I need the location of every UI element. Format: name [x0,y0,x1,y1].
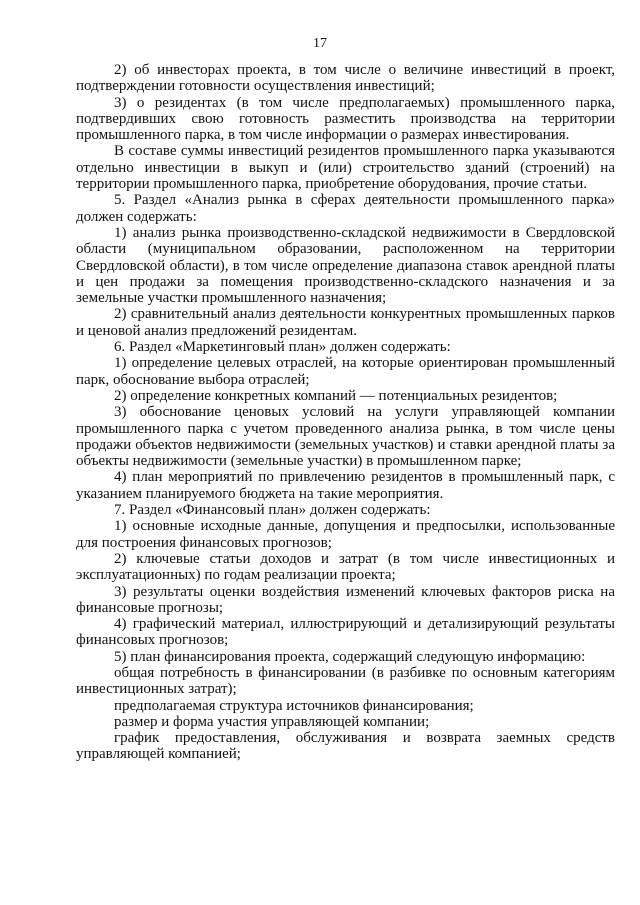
paragraph: общая потребность в финансировании (в разбивке по основным категориям инвестиционных затрат); [76,664,615,698]
document-body [76,62,615,763]
section-heading: 6. Раздел «Маркетинговый план» должен содержать: [114,339,451,356]
paragraph: 2) определение конкретных компаний — потенциальных резидентов; [114,387,558,404]
paragraph: 3) обоснование ценовых условий на услуги управляющей компании промышленного парка с учетом проведенного анализа рынка, в том числе цены продажи объектов недвижимости (земельных участков) и ставки арендной платы за объекты недвижимости (земельные участки) в промышленном парке; [76,404,615,470]
paragraph: 5) план финансирования проекта, содержащий следующую информацию: [114,648,586,665]
section-heading: 7. Раздел «Финансовый план» должен содержать: [114,502,431,519]
paragraph: 4) графический материал, иллюстрирующий и детализирующий результаты финансовых прогнозов; [76,616,615,649]
paragraph: 2) сравнительный анализ деятельности конкурентных промышленных парков и ценовой анализ предложений резидентам. [76,306,615,339]
paragraph: 2) ключевые статьи доходов и затрат (в том числе инвестиционных и эксплуатационных) по годам реализации проекта; [76,550,615,584]
paragraph: 3) о резидентах (в том числе предполагаемых) промышленного парка, подтвердивших свою готовность разместить производства на территории промышленного парка, в том числе информации о размерах инвестирования. [76,94,615,144]
paragraph: 3) результаты оценки воздействия изменений ключевых факторов риска на финансовые прогнозы; [76,583,615,616]
paragraph: предполагаемая структура источников финансирования; [114,697,474,714]
paragraph: В составе суммы инвестиций резидентов промышленного парка указываются отдельно инвестиции в выкуп и (или) строительство зданий (строений) на территории промышленного парка, приобретение оборудования, прочие статьи. [76,143,615,193]
paragraph: 2) об инвесторах проекта, в том числе о величине инвестиций в проект, подтверждении готовности осуществления инвестиций; [76,62,615,95]
page-number: 17 [313,36,327,51]
paragraph: размер и форма участия управляющей компании; [114,713,430,730]
paragraph: график предоставления, обслуживания и возврата заемных средств управляющей компанией; [76,730,615,763]
paragraph: 1) основные исходные данные, допущения и предпосылки, использованные для построения финансовых прогнозов; [76,518,615,551]
paragraph: 4) план мероприятий по привлечению резидентов в промышленный парк, с указанием планируемого бюджета на такие мероприятия. [76,469,615,502]
section-heading: 5. Раздел «Анализ рынка в сферах деятельности промышленного парка» должен содержать: [76,192,615,225]
paragraph: 1) определение целевых отраслей, на которые ориентирован промышленный парк, обоснование выбора отраслей; [76,355,615,388]
paragraph: 1) анализ рынка производственно-складской недвижимости в Свердловской области (муниципальном образовании, расположенном на территории Свердловской области), в том числе определение диапазона ставок арендной платы и цен продажи за помещения производственно-складского назначения и за земельные участки промышленного назначения; [76,224,615,307]
